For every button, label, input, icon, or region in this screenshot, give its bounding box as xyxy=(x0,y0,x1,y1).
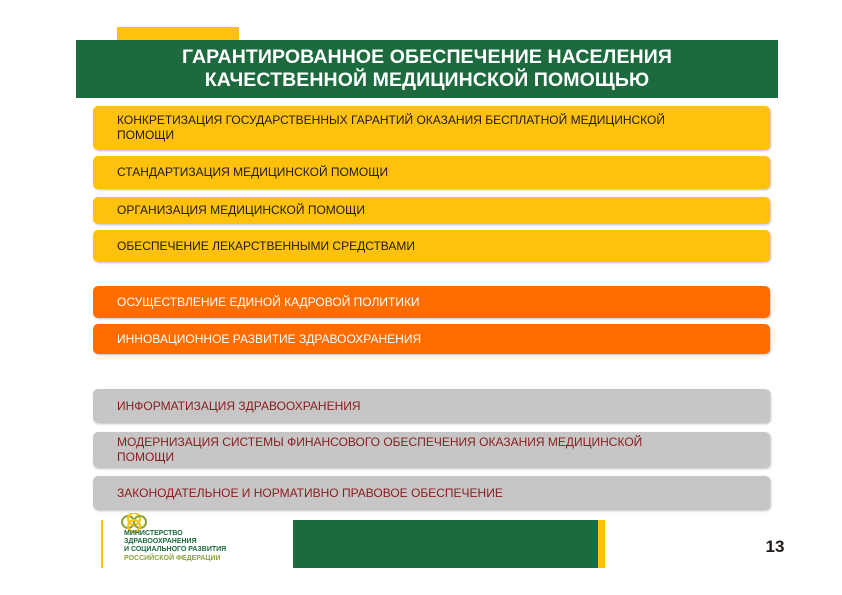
page-number: 13 xyxy=(765,537,785,556)
list-item-standardization xyxy=(93,156,770,189)
list-item-label: ОРГАНИЗАЦИЯ МЕДИЦИНСКОЙ ПОМОЩИ xyxy=(117,203,365,217)
list-item-label: МОДЕРНИЗАЦИЯ СИСТЕМЫ ФИНАНСОВОГО ОБЕСПЕЧЕНИЯ ОКАЗАНИЯ МЕДИЦИНСКОЙ ПОМОЩИ xyxy=(117,435,643,464)
ministry-logo-text xyxy=(124,530,294,563)
list-item-label: ИНФОРМАТИЗАЦИЯ ЗДРАВООХРАНЕНИЯ xyxy=(117,398,361,413)
list-item-innovation xyxy=(93,324,770,354)
logo-line-3: И СОЦИАЛЬНОГО РАЗВИТИЯ xyxy=(124,546,227,554)
list-item-organization xyxy=(93,197,770,224)
list-item-label: СТАНДАРТИЗАЦИЯ МЕДИЦИНСКОЙ ПОМОЩИ xyxy=(117,165,389,179)
footer-green-band xyxy=(293,520,601,568)
list-item-informatization xyxy=(93,389,770,423)
list-item-personnel-policy xyxy=(93,286,770,318)
list-item-medicines xyxy=(93,230,770,262)
list-item-guarantees xyxy=(93,106,770,150)
logo-divider xyxy=(101,520,103,568)
slide-title-line-1: ГАРАНТИРОВАННОЕ ОБЕСПЕЧЕНИЕ НАСЕЛЕНИЯ xyxy=(182,46,672,68)
logo-line-1: МИНИСТЕРСТВО xyxy=(124,530,183,537)
list-item-label: ОСУЩЕСТВЛЕНИЕ ЕДИНОЙ КАДРОВОЙ ПОЛИТИКИ xyxy=(117,294,420,309)
footer-yellow-band xyxy=(598,520,605,568)
title-accent-bar xyxy=(117,27,239,40)
list-item-label: ОБЕСПЕЧЕНИЕ ЛЕКАРСТВЕННЫМИ СРЕДСТВАМИ xyxy=(117,238,416,253)
title-banner xyxy=(76,40,778,98)
logo-line-4: РОССИЙСКОЙ ФЕДЕРАЦИИ xyxy=(124,554,221,562)
list-item-financial-modernization xyxy=(93,432,770,468)
logo-line-2: ЗДРАВООХРАНЕНИЯ xyxy=(124,538,197,546)
list-item-label: КОНКРЕТИЗАЦИЯ ГОСУДАРСТВЕННЫХ ГАРАНТИЙ ОКАЗАНИЯ БЕСПЛАТНОЙ МЕДИЦИНСКОЙ ПОМОЩИ xyxy=(117,113,665,142)
list-item-legislation xyxy=(93,476,770,510)
list-item-label: ЗАКОНОДАТЕЛЬНОЕ И НОРМАТИВНО ПРАВОВОЕ ОБЕСПЕЧЕНИЕ xyxy=(117,485,503,500)
list-item-label: ИННОВАЦИОННОЕ РАЗВИТИЕ ЗДРАВООХРАНЕНИЯ xyxy=(117,331,422,346)
slide-title-line-2: КАЧЕСТВЕННОЙ МЕДИЦИНСКОЙ ПОМОЩЬЮ xyxy=(204,69,650,91)
